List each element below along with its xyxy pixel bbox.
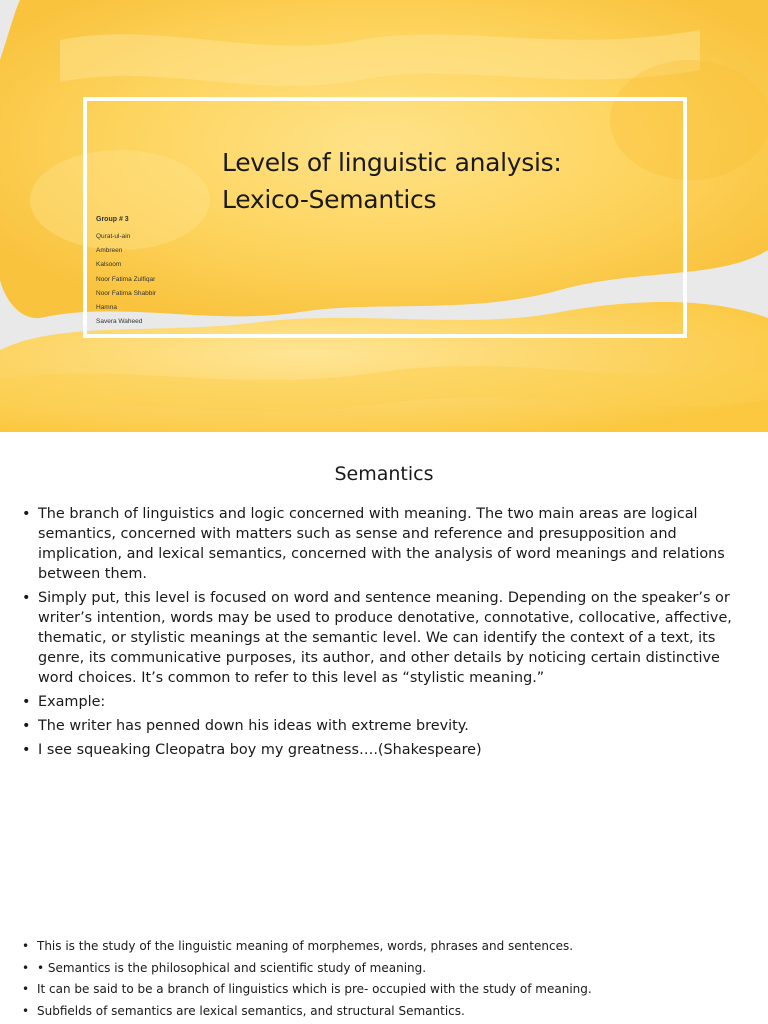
semantics-heading: Semantics bbox=[334, 463, 434, 485]
member-name: Savera Waheed bbox=[96, 318, 143, 326]
member-name: Noor Fatima Shabbir bbox=[96, 289, 156, 297]
member-name: Ambreen bbox=[96, 247, 123, 255]
definition-slide bbox=[0, 892, 768, 1024]
slide-title bbox=[222, 144, 662, 218]
bullet-item: • I see squeaking Cleopatra boy my greatness….(Shakespeare) bbox=[22, 740, 754, 760]
semantics-slide bbox=[0, 432, 768, 892]
title-line-1: Levels of linguistic analysis: bbox=[222, 148, 562, 177]
title-slide bbox=[0, 0, 768, 432]
definition-bullet-list bbox=[22, 936, 762, 1022]
bullet-item: • This is the study of the linguistic meaning of morphemes, words, phrases and sentences. bbox=[22, 936, 762, 958]
member-list bbox=[96, 230, 156, 329]
bullet-item: • • Semantics is the philosophical and scientific study of meaning. bbox=[22, 958, 762, 980]
group-label: Group # 3 bbox=[96, 216, 129, 223]
title-line-2: Lexico-Semantics bbox=[222, 185, 437, 214]
bullet-item: • The writer has penned down his ideas with extreme brevity. bbox=[22, 716, 754, 736]
bullet-item: • It can be said to be a branch of linguistics which is pre- occupied with the study of meaning. bbox=[22, 979, 762, 1001]
bullet-item: • Subfields of semantics are lexical semantics, and structural Semantics. bbox=[22, 1001, 762, 1023]
bullet-item: • Example: bbox=[22, 692, 754, 712]
semantics-bullet-list bbox=[22, 504, 754, 764]
bullet-item: • Simply put, this level is focused on word and sentence meaning. Depending on the speaker’s or writer’s intention, words may be used to produce denotative, connotative, collocative, affective, thematic, or stylistic meanings at the semantic level. We can identify the context of a text, its genre, its communicative purposes, its author, and other details by noticing certain distinctive word choices. It’s common to refer to this level as “stylistic meaning.” bbox=[22, 588, 754, 688]
member-name: Noor Fatima Zulfiqar bbox=[96, 275, 156, 283]
member-name: Kalsoom bbox=[96, 261, 122, 269]
member-name: Qurat-ul-ain bbox=[96, 233, 131, 240]
member-name: Hamna bbox=[96, 304, 117, 312]
bullet-item: • The branch of linguistics and logic concerned with meaning. The two main areas are logical semantics, concerned with matters such as sense and reference and presupposition and implication, and lexical semantics, concerned with the analysis of word meanings and relations between them. bbox=[22, 504, 754, 584]
